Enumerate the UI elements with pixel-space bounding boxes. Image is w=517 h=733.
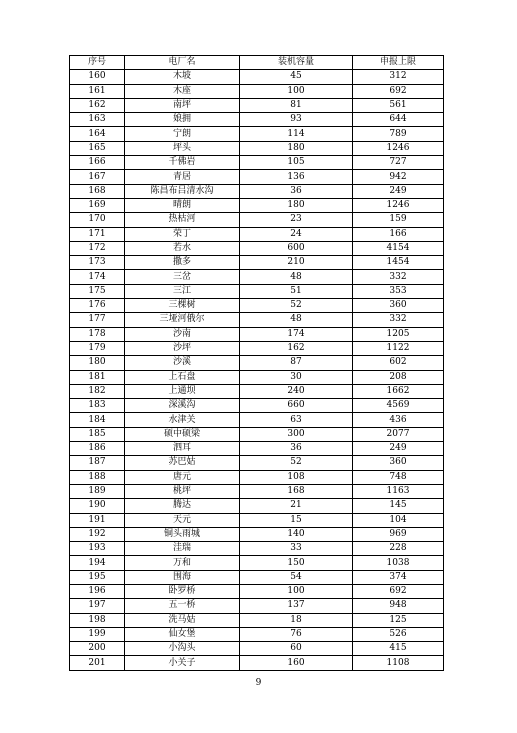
cell-installed-capacity: 108	[240, 470, 353, 484]
cell-declared-limit: 1662	[353, 384, 444, 398]
table-row	[70, 141, 444, 155]
cell-installed-capacity: 76	[240, 627, 353, 641]
table-body	[70, 70, 444, 670]
cell-plant-name: 三棵树	[125, 299, 240, 313]
cell-declared-limit: 159	[353, 213, 444, 227]
cell-plant-name: 小沟头	[125, 642, 240, 656]
cell-plant-name: 晴朗	[125, 198, 240, 212]
cell-index: 171	[70, 227, 125, 241]
cell-declared-limit: 948	[353, 599, 444, 613]
cell-installed-capacity: 48	[240, 270, 353, 284]
cell-plant-name: 千佛岩	[125, 156, 240, 170]
cell-plant-name: 沙南	[125, 327, 240, 341]
table-row	[70, 556, 444, 570]
cell-plant-name: 三岔	[125, 270, 240, 284]
cell-declared-limit: 145	[353, 499, 444, 513]
table-row	[70, 656, 444, 670]
table-row	[70, 470, 444, 484]
cell-index: 167	[70, 170, 125, 184]
cell-index: 179	[70, 341, 125, 355]
cell-index: 164	[70, 127, 125, 141]
cell-installed-capacity: 137	[240, 599, 353, 613]
table-header-row	[70, 56, 444, 70]
cell-installed-capacity: 36	[240, 442, 353, 456]
table-row	[70, 627, 444, 641]
cell-installed-capacity: 100	[240, 84, 353, 98]
table-row	[70, 156, 444, 170]
table-row	[70, 284, 444, 298]
table-row	[70, 384, 444, 398]
cell-plant-name: 青居	[125, 170, 240, 184]
cell-declared-limit: 748	[353, 470, 444, 484]
power-plant-table	[69, 55, 444, 671]
cell-installed-capacity: 660	[240, 399, 353, 413]
cell-index: 189	[70, 484, 125, 498]
cell-plant-name: 陈昌布吕清水沟	[125, 184, 240, 198]
cell-plant-name: 硕中硕梁	[125, 427, 240, 441]
cell-plant-name: 撒多	[125, 256, 240, 270]
cell-index: 199	[70, 627, 125, 641]
cell-plant-name: 南坪	[125, 98, 240, 112]
cell-declared-limit: 942	[353, 170, 444, 184]
cell-installed-capacity: 105	[240, 156, 353, 170]
cell-installed-capacity: 81	[240, 98, 353, 112]
cell-plant-name: 苏巴姑	[125, 456, 240, 470]
cell-declared-limit: 228	[353, 542, 444, 556]
cell-plant-name: 若水	[125, 241, 240, 255]
cell-plant-name: 铜头雨城	[125, 527, 240, 541]
cell-index: 175	[70, 284, 125, 298]
cell-declared-limit: 561	[353, 98, 444, 112]
header-installed-capacity: 装机容量	[240, 56, 353, 70]
cell-declared-limit: 374	[353, 570, 444, 584]
header-plant-name: 电厂名	[125, 56, 240, 70]
cell-index: 201	[70, 656, 125, 670]
cell-index: 184	[70, 413, 125, 427]
cell-index: 170	[70, 213, 125, 227]
cell-declared-limit: 332	[353, 270, 444, 284]
cell-plant-name: 坪头	[125, 141, 240, 155]
cell-index: 187	[70, 456, 125, 470]
table-row	[70, 256, 444, 270]
cell-declared-limit: 208	[353, 370, 444, 384]
cell-installed-capacity: 52	[240, 299, 353, 313]
cell-index: 177	[70, 313, 125, 327]
cell-plant-name: 上石盘	[125, 370, 240, 384]
cell-index: 172	[70, 241, 125, 255]
cell-index: 174	[70, 270, 125, 284]
cell-plant-name: 深溪沟	[125, 399, 240, 413]
cell-index: 193	[70, 542, 125, 556]
table-row	[70, 370, 444, 384]
cell-installed-capacity: 21	[240, 499, 353, 513]
table-row	[70, 427, 444, 441]
cell-installed-capacity: 54	[240, 570, 353, 584]
cell-declared-limit: 2077	[353, 427, 444, 441]
cell-plant-name: 天元	[125, 513, 240, 527]
table-row	[70, 570, 444, 584]
cell-plant-name: 三江	[125, 284, 240, 298]
cell-installed-capacity: 18	[240, 613, 353, 627]
cell-installed-capacity: 63	[240, 413, 353, 427]
cell-installed-capacity: 30	[240, 370, 353, 384]
cell-index: 176	[70, 299, 125, 313]
cell-plant-name: 小关子	[125, 656, 240, 670]
table-row	[70, 313, 444, 327]
cell-index: 192	[70, 527, 125, 541]
cell-plant-name: 围海	[125, 570, 240, 584]
table-row	[70, 542, 444, 556]
cell-declared-limit: 789	[353, 127, 444, 141]
table-row	[70, 456, 444, 470]
cell-installed-capacity: 174	[240, 327, 353, 341]
cell-declared-limit: 692	[353, 584, 444, 598]
cell-index: 190	[70, 499, 125, 513]
table-row	[70, 341, 444, 355]
cell-plant-name: 热枯河	[125, 213, 240, 227]
cell-installed-capacity: 93	[240, 113, 353, 127]
cell-index: 188	[70, 470, 125, 484]
cell-declared-limit: 969	[353, 527, 444, 541]
cell-declared-limit: 526	[353, 627, 444, 641]
cell-index: 168	[70, 184, 125, 198]
cell-installed-capacity: 180	[240, 198, 353, 212]
cell-installed-capacity: 114	[240, 127, 353, 141]
cell-declared-limit: 104	[353, 513, 444, 527]
cell-declared-limit: 436	[353, 413, 444, 427]
table-row	[70, 513, 444, 527]
cell-installed-capacity: 87	[240, 356, 353, 370]
cell-declared-limit: 360	[353, 456, 444, 470]
table-row	[70, 642, 444, 656]
cell-index: 196	[70, 584, 125, 598]
cell-index: 191	[70, 513, 125, 527]
cell-index: 162	[70, 98, 125, 112]
cell-index: 194	[70, 556, 125, 570]
header-index: 序号	[70, 56, 125, 70]
table-row	[70, 356, 444, 370]
cell-installed-capacity: 51	[240, 284, 353, 298]
table-row	[70, 499, 444, 513]
cell-installed-capacity: 33	[240, 542, 353, 556]
cell-plant-name: 五一桥	[125, 599, 240, 613]
cell-installed-capacity: 168	[240, 484, 353, 498]
cell-installed-capacity: 240	[240, 384, 353, 398]
table-row	[70, 213, 444, 227]
cell-plant-name: 木座	[125, 84, 240, 98]
cell-index: 161	[70, 84, 125, 98]
cell-declared-limit: 727	[353, 156, 444, 170]
cell-declared-limit: 4154	[353, 241, 444, 255]
cell-index: 166	[70, 156, 125, 170]
cell-plant-name: 沙坪	[125, 341, 240, 355]
cell-index: 183	[70, 399, 125, 413]
table-row	[70, 584, 444, 598]
cell-plant-name: 洗马姑	[125, 613, 240, 627]
cell-installed-capacity: 15	[240, 513, 353, 527]
cell-index: 169	[70, 198, 125, 212]
cell-plant-name: 水津关	[125, 413, 240, 427]
cell-installed-capacity: 36	[240, 184, 353, 198]
cell-index: 178	[70, 327, 125, 341]
cell-declared-limit: 4569	[353, 399, 444, 413]
cell-declared-limit: 1122	[353, 341, 444, 355]
table-row	[70, 84, 444, 98]
cell-installed-capacity: 160	[240, 656, 353, 670]
cell-plant-name: 洼瑞	[125, 542, 240, 556]
table-row	[70, 527, 444, 541]
table-row	[70, 599, 444, 613]
cell-installed-capacity: 48	[240, 313, 353, 327]
cell-installed-capacity: 300	[240, 427, 353, 441]
cell-declared-limit: 125	[353, 613, 444, 627]
table-row	[70, 227, 444, 241]
cell-declared-limit: 360	[353, 299, 444, 313]
cell-plant-name: 仙女堡	[125, 627, 240, 641]
table-row	[70, 70, 444, 84]
cell-index: 182	[70, 384, 125, 398]
cell-declared-limit: 332	[353, 313, 444, 327]
cell-declared-limit: 602	[353, 356, 444, 370]
cell-installed-capacity: 600	[240, 241, 353, 255]
header-declared-limit: 申报上限	[353, 56, 444, 70]
cell-installed-capacity: 100	[240, 584, 353, 598]
cell-plant-name: 卧罗桥	[125, 584, 240, 598]
table-row	[70, 484, 444, 498]
cell-plant-name: 万和	[125, 556, 240, 570]
cell-installed-capacity: 52	[240, 456, 353, 470]
table-row	[70, 327, 444, 341]
cell-declared-limit: 1205	[353, 327, 444, 341]
cell-plant-name: 泗耳	[125, 442, 240, 456]
table-row	[70, 184, 444, 198]
cell-installed-capacity: 150	[240, 556, 353, 570]
cell-declared-limit: 1454	[353, 256, 444, 270]
cell-declared-limit: 312	[353, 70, 444, 84]
cell-index: 197	[70, 599, 125, 613]
table-row	[70, 270, 444, 284]
table-row	[70, 113, 444, 127]
cell-plant-name: 宁朗	[125, 127, 240, 141]
cell-installed-capacity: 60	[240, 642, 353, 656]
cell-declared-limit: 415	[353, 642, 444, 656]
cell-declared-limit: 249	[353, 442, 444, 456]
cell-plant-name: 上通坝	[125, 384, 240, 398]
cell-installed-capacity: 180	[240, 141, 353, 155]
table-row	[70, 241, 444, 255]
page-number: 9	[255, 678, 262, 688]
cell-plant-name: 荣丁	[125, 227, 240, 241]
cell-installed-capacity: 23	[240, 213, 353, 227]
cell-declared-limit: 249	[353, 184, 444, 198]
cell-index: 200	[70, 642, 125, 656]
cell-installed-capacity: 24	[240, 227, 353, 241]
cell-plant-name: 腾达	[125, 499, 240, 513]
cell-index: 173	[70, 256, 125, 270]
cell-plant-name: 沙溪	[125, 356, 240, 370]
table-row	[70, 613, 444, 627]
cell-index: 186	[70, 442, 125, 456]
table-row	[70, 442, 444, 456]
cell-index: 181	[70, 370, 125, 384]
cell-index: 185	[70, 427, 125, 441]
cell-installed-capacity: 45	[240, 70, 353, 84]
table-row	[70, 299, 444, 313]
table-row	[70, 98, 444, 112]
table-row	[70, 198, 444, 212]
cell-index: 180	[70, 356, 125, 370]
table-row	[70, 127, 444, 141]
cell-installed-capacity: 162	[240, 341, 353, 355]
cell-plant-name: 桃坪	[125, 484, 240, 498]
cell-declared-limit: 166	[353, 227, 444, 241]
cell-index: 195	[70, 570, 125, 584]
cell-index: 160	[70, 70, 125, 84]
cell-installed-capacity: 140	[240, 527, 353, 541]
cell-index: 163	[70, 113, 125, 127]
cell-declared-limit: 1246	[353, 141, 444, 155]
cell-installed-capacity: 136	[240, 170, 353, 184]
cell-installed-capacity: 210	[240, 256, 353, 270]
table-row	[70, 170, 444, 184]
cell-plant-name: 娘拥	[125, 113, 240, 127]
cell-declared-limit: 1163	[353, 484, 444, 498]
cell-index: 198	[70, 613, 125, 627]
cell-declared-limit: 692	[353, 84, 444, 98]
cell-plant-name: 木坡	[125, 70, 240, 84]
cell-declared-limit: 1038	[353, 556, 444, 570]
cell-declared-limit: 644	[353, 113, 444, 127]
cell-index: 165	[70, 141, 125, 155]
table-row	[70, 399, 444, 413]
cell-declared-limit: 353	[353, 284, 444, 298]
table-row	[70, 413, 444, 427]
cell-plant-name: 唐元	[125, 470, 240, 484]
cell-declared-limit: 1108	[353, 656, 444, 670]
cell-plant-name: 三垭河俄尔	[125, 313, 240, 327]
cell-declared-limit: 1246	[353, 198, 444, 212]
